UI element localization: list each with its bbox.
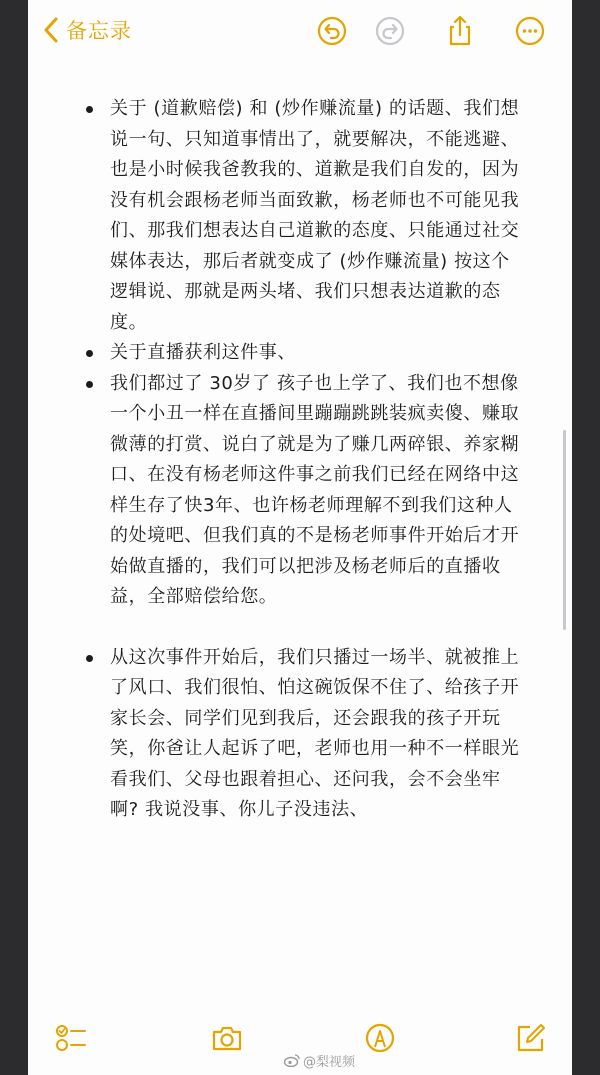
share-icon[interactable] (443, 14, 477, 48)
checklist-icon[interactable] (54, 1021, 88, 1055)
more-icon[interactable] (513, 14, 547, 48)
bullet-list (84, 643, 528, 826)
bullet-list (84, 94, 528, 613)
chevron-left-icon (42, 16, 60, 44)
note-body[interactable] (84, 94, 528, 826)
watermark (284, 1050, 355, 1070)
list-item: 我们都过了 30岁了 孩子也上学了、我们也不想像一个小丑一样在直播间里蹦蹦跳跳装疯卖傻、赚取微薄的打赏、说白了就是为了赚几两碎银、养家糊口、在没有杨老师这件事之前我们已经在网络中这样生存了快3年、也许杨老师理解不到我们这种人的处境吧、但我们真的不是杨老师事件开始后才开始做直播的，我们可以把涉及杨老师后的直播收益，全部赔偿给您。 (84, 369, 528, 613)
back-label: 备忘录 (66, 19, 132, 43)
back-button[interactable] (42, 14, 132, 46)
list-item: 从这次事件开始后，我们只播过一场半、就被推上了风口、我们很怕、怕这碗饭保不住了、给孩子开家长会、同学们见到我后，还会跟我的孩子开玩笑，你爸让人起诉了吧，老师也用一种不一样眼光看我们、父母也跟着担心、还问我，会不会坐牢啊? 我说没事、你儿子没违法、 (84, 643, 528, 826)
undo-icon[interactable] (315, 14, 349, 48)
notes-screen (28, 0, 572, 1075)
markup-icon[interactable] (363, 1021, 397, 1055)
redo-icon[interactable] (373, 14, 407, 48)
compose-icon[interactable] (514, 1021, 548, 1055)
camera-icon[interactable] (210, 1021, 244, 1055)
list-item: 关于直播获利这件事、 (84, 338, 528, 369)
empty-line (84, 613, 528, 643)
scrollbar[interactable] (563, 430, 566, 630)
list-item: 关于 (道歉赔偿) 和 (炒作赚流量) 的话题、我们想说一句、只知道事情出了，就要解决，不能逃避、也是小时候我爸教我的、道歉是我们自发的，因为没有机会跟杨老师当面致歉，杨老师也不可能见我们、那我们想表达自己道歉的态度、只能通过社交媒体表达，那后者就变成了 (炒作赚流量) 按这个逻辑说、那就是两头堵、我们只想表达道歉的态度。 (84, 94, 528, 338)
top-toolbar (28, 0, 572, 64)
weibo-logo-icon (284, 1053, 300, 1067)
watermark-text: @梨视频 (303, 1054, 356, 1070)
